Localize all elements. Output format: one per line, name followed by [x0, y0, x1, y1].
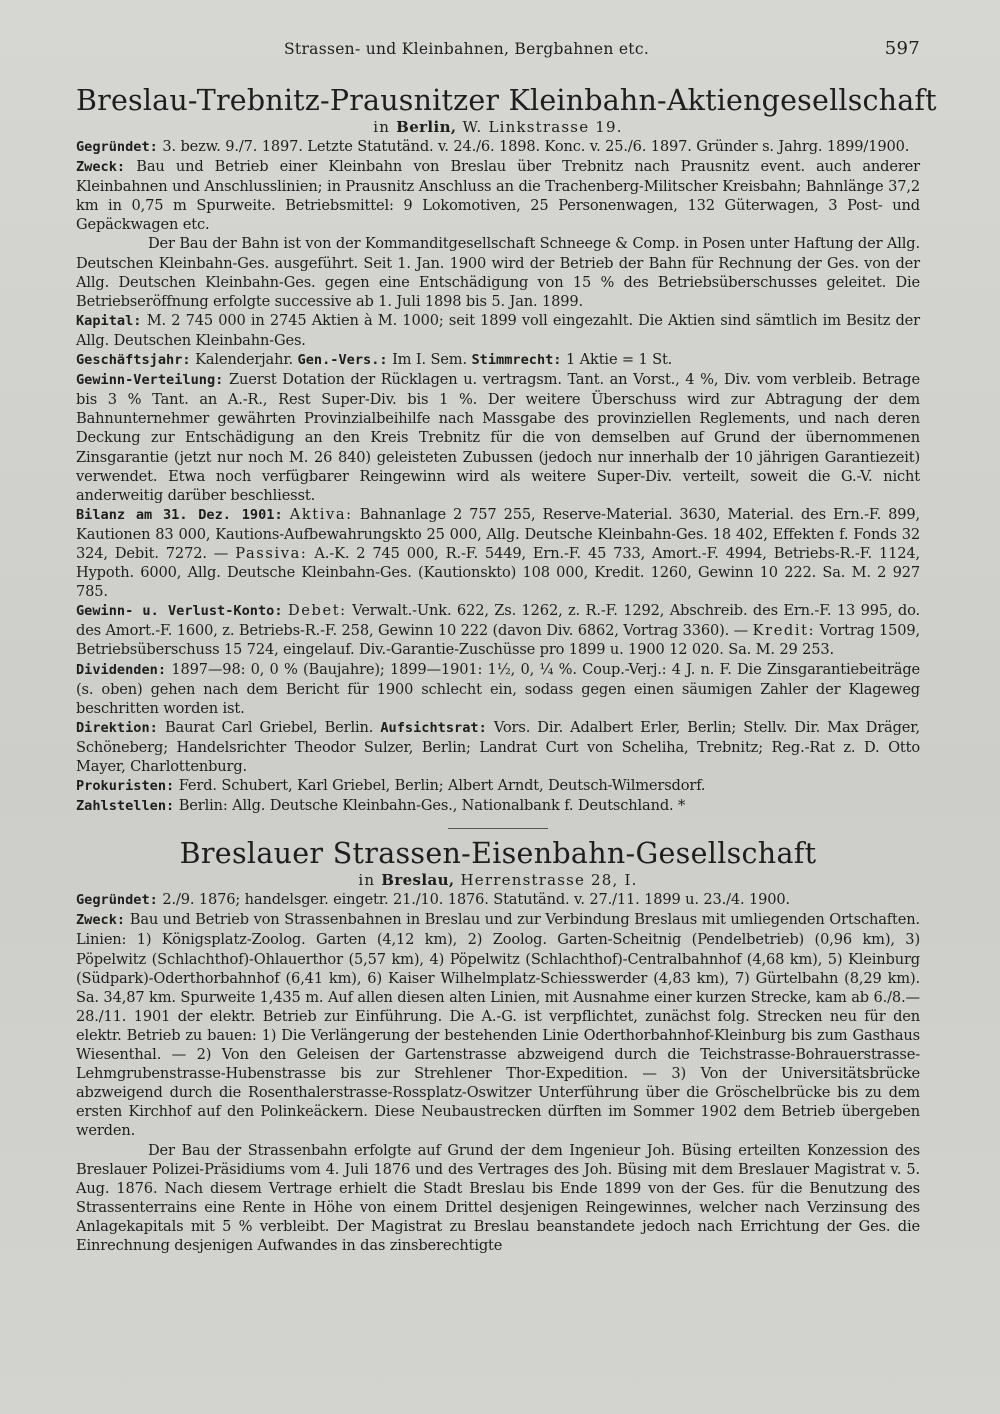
entry-label: Bilanz am 31. Dez. 1901: — [76, 506, 283, 523]
entry-label: Geschäftsjahr: — [76, 352, 191, 369]
entry-text: 2./9. 1876; handelsger. eingetr. 21./10. 1876. Statutänd. v. 27./11. 1899 u. 23./4. 1900. — [162, 891, 791, 909]
entry-label: Gen.-Vers.: — [297, 352, 388, 369]
entry-label: Zweck: — [76, 912, 126, 929]
entry-label: Direktion: — [76, 719, 158, 736]
entry-text: A.-K. 2 745 000, R.-F. 5449, Ern.-F. 45 733, Amort.-F. 4994, Betriebs-R.-F. 1124, Hypoth. 6000, Allg. Deutsche Kleinbahn-Ges. (Kautionskto) 108 000, Kredit. 1260, Gewinn 10 222. Sa. M. 2 927 785. — [76, 544, 920, 601]
entry-text: Zuerst Dotation der Rücklagen u. vertragsm. Tant. an Vorst., 4 %, Div. vom verbleib. Betrage bis 3 % Tant. an A.-R., Rest Super-Div. bis 1 %. Der weitere Überschuss wird zur Abtragung der dem Bahnunternehmer gewährten Provinzialbeihilfe nach Massgabe des provinziellen Reglements, und nach deren Deckung zur Entschädigung an den Kreis Trebnitz für die von demselben auf Grund der übernommenen Zinsgarantie (jetzt nur noch M. 26 840) geleisteten Zubussen (jedoch nur innerhalb der 10 jährigen Garantiezeit) verwendet. Etwa noch verfügbarer Reingewinn wird als weitere Super-Div. verteilt, soweit die G.-V. nicht anderweitig darüber beschliesst. — [76, 371, 920, 504]
entry-label: Gewinn-Verteilung: — [76, 372, 224, 389]
entry-zweck-continued: Der Bau der Strassenbahn erfolgte auf Grund der dem Ingenieur Joh. Büsing erteilten Konzession des Breslauer Polizei-Präsidiums vom 4. Juli 1876 und des Vertrages des Joh. Büsing mit dem Breslauer Magistrat v. 5. Aug. 1876. Nach diesem Vertrage erhielt die Stadt Breslau bis Ende 1899 von der Ges. für die Benutzung des Strassenterrains eine Rente in Höhe von einem Drittel desjenigen Reingewinnes, welcher nach Verzinsung des Anlagekapitals mit 5 % verbleibt. Der Magistrat zu Breslau beanstandete jedoch nach Errichtung der Ges. die Einrechnung desjenigen Aufwandes in das zinsberechtigte — [76, 1141, 920, 1254]
company-title: Breslauer Strassen-Eisenbahn-Gesellschaft — [179, 837, 817, 871]
debet-word: Debet: — [287, 602, 347, 620]
entry-gegruendet — [76, 137, 920, 157]
entry-text: Verwalt.-Unk. 622, Zs. 1262, z. R.-F. 1292, Abschreib. des Ern.-F. 13 995, do. des Amort.-F. 1600, z. Betriebs-R.-F. 258, Gewinn 10 222 (davon Div. 6862, Vortrag 3360). — — [76, 602, 920, 640]
entry-label: Zahlstellen: — [76, 798, 175, 815]
entry-label: Dividenden: — [76, 661, 167, 678]
page-number: 597 — [884, 38, 920, 59]
entry-geschaeftsjahr — [76, 350, 920, 370]
entry-text: Bau und Betrieb von Strassenbahnen in Breslau und zur Verbindung Breslaus mit umliegenden Ortschaften. Linien: 1) Königsplatz-Zoolog. Garten (4,12 km), 2) Zoolog. Garten-Scheitnig (Pendelbetrieb) (0,96 km), 3) Pöpelwitz (Schlachthof)-Ohlauerthor (5,57 km), 4) Pöpelwitz (Schlachthof)-Centralbahnhof (4,68 km), 5) Kleinburg (Südpark)-Oderthorbahnhof (6,41 km), 6) Kaiser Wilhelmplatz-Schiesswerder (4,83 km), 7) Gürtelbahn (8,29 km). Sa. 34,87 km. Spurweite 1,435 m. Auf allen diesen alten Linien, mit Ausnahme einer kurzen Strecke, kam ab 6./8.—28./11. 1901 der elektr. Betrieb zur Einführung. Die A.-G. ist verpflichtet, zunächst folg. Strecken neu für den elektr. Betrieb zu bauen: 1) Die Verlängerung der bestehenden Linie Oderthorbahnhof-Kleinburg bis zum Gasthaus Wiesenthal. — 2) Von den Geleisen der Gartenstrasse abzweigend durch die Teichstrasse-Bohrauerstrasse-Lehmgrubenstrasse-Hubenstrasse bis zur Strehlener Thor-Expedition. — 3) Von der Universitätsbrücke abzweigend durch die Rosenthalerstrasse-Rossplatz-Oswitzer Unterführung über die Gröschelbrücke bis zu dem ersten Kirchhof auf den Polinkeäckern. Diese Neubaustrecken dürften im Sommer 1902 dem Betrieb übergeben werden. — [76, 911, 920, 1140]
entry-label: Prokuristen: — [76, 778, 175, 795]
entry-text: Kalenderjahr. — [195, 351, 294, 369]
seat-city: Berlin, — [396, 118, 457, 136]
company-title: Breslau-Trebnitz-Prausnitzer Kleinbahn-Aktiengesellschaft — [76, 84, 937, 117]
entry-guv — [76, 601, 920, 659]
passiva-word: Passiva: — [235, 544, 308, 562]
entry-prokuristen — [76, 776, 920, 796]
entry-direktion — [76, 718, 920, 776]
kredit-word: Kredit: — [752, 622, 816, 640]
entry-label: Gegründet: — [76, 892, 158, 909]
entry-label: Zweck: — [76, 159, 126, 176]
seat-address: Herrenstrasse 28, I. — [460, 871, 638, 890]
running-header — [76, 38, 920, 68]
entry-text: 1 Aktie = 1 St. — [566, 351, 673, 369]
entry-gewinn-verteilung — [76, 370, 920, 505]
company-seat — [76, 871, 920, 890]
entry-text: Ferd. Schubert, Karl Griebel, Berlin; Albert Arndt, Deutsch-Wilmersdorf. — [178, 777, 706, 795]
seat-in: in — [358, 871, 376, 890]
entry-zweck — [76, 157, 920, 234]
entry-text: Bau und Betrieb einer Kleinbahn von Breslau über Trebnitz nach Prausnitz event. auch anderer Kleinbahnen und Anschlusslinien; in Prausnitz Anschluss an die Trachenberg-Militscher Kreisbahn; Bahnlänge 37,2 km in 0,75 m Spurweite. Betriebsmittel: 9 Lokomotiven, 25 Personenwagen, 132 Güterwagen, 3 Post- und Gepäckwagen etc. — [76, 158, 920, 234]
entry-zweck — [76, 910, 920, 1140]
aktiva-word: Aktiva: — [289, 505, 353, 523]
section-divider — [448, 828, 548, 829]
entry-text: Vors. Dir. Adalbert Erler, Berlin; Stellv. Dir. Max Dräger, Schöneberg; Handelsrichter Theodor Sulzer, Berlin; Landrat Curt von Scheliha, Trebnitz; Reg.-Rat z. D. Otto Mayer, Charlottenburg. — [76, 718, 920, 775]
entry-zahlstellen — [76, 796, 920, 816]
entry-label: Aufsichtsrat: — [380, 719, 487, 736]
entry-text: Bahnanlage 2 757 255, Reserve-Material. 3630, Material. des Ern.-F. 899, Kautionen 83 000, Kautions-Aufbewahrungskto 25 000, Allg. Deutsche Kleinbahn-Ges. 18 402, Effekten f. Fonds 32 324, Debit. 7272. — — [76, 505, 921, 562]
entry-bilanz — [76, 505, 920, 601]
entry-label: Gewinn- u. Verlust-Konto: — [76, 603, 283, 620]
entry-text: Vortrag 1509, Betriebsüberschuss 15 724, eingelauf. Div.-Garantie-Zuschüsse pro 1899 u. 1900 12 020. Sa. M. 29 253. — [76, 622, 920, 659]
entry-zweck-continued: Der Bau der Bahn ist von der Kommanditgesellschaft Schneege & Comp. in Posen unter Haftung der Allg. Deutschen Kleinbahn-Ges. ausgeführt. Seit 1. Jan. 1900 wird der Betrieb der Bahn für Rechnung der Ges. von der Allg. Deutschen Kleinbahn-Ges. gegen eine Entschädigung von 15 % des Betriebsüberschusses geleitet. Die Betriebseröffnung erfolgte successive ab 1. Juli 1898 bis 5. Jan. 1899. — [76, 235, 920, 310]
entry-label: Kapital: — [76, 312, 142, 329]
seat-address: W. Linkstrasse 19. — [462, 118, 623, 136]
entry-gegruendet — [76, 890, 920, 910]
entry-text: M. 2 745 000 in 2745 Aktien à M. 1000; seit 1899 voll eingezahlt. Die Aktien sind sämtlich im Besitz der Allg. Deutschen Kleinbahn-Ges. — [76, 311, 920, 349]
entry-kapital — [76, 311, 920, 350]
entry-label: Stimmrecht: — [471, 352, 562, 369]
company-seat — [76, 118, 920, 137]
entry-dividenden — [76, 660, 920, 718]
entry-text: 3. bezw. 9./7. 1897. Letzte Statutänd. v. 24./6. 1898. Konc. v. 25./6. 1897. Gründer s. Jahrg. 1899/1900. — [162, 138, 910, 155]
entry-label: Gegründet: — [76, 139, 158, 155]
entry-text: Baurat Carl Griebel, Berlin. — [164, 718, 374, 736]
entry-text: Im I. Sem. — [392, 351, 467, 369]
entry-text: 1897—98: 0, 0 % (Baujahre); 1899—1901: 1½, 0, ¼ %. Coup.-Verj.: 4 J. n. F. Die Zinsgarantiebeiträge (s. oben) gehen nach dem Bericht für 1900 schlecht ein, sodass gegen einen säumigen Zahler der Klageweg beschritten worden ist. — [76, 660, 920, 717]
seat-in: in — [373, 118, 391, 136]
entry-text: Berlin: Allg. Deutsche Kleinbahn-Ges., Nationalbank f. Deutschland. * — [178, 797, 686, 815]
running-title: Strassen- und Kleinbahnen, Bergbahnen etc. — [284, 40, 650, 58]
seat-city: Breslau, — [381, 871, 455, 890]
